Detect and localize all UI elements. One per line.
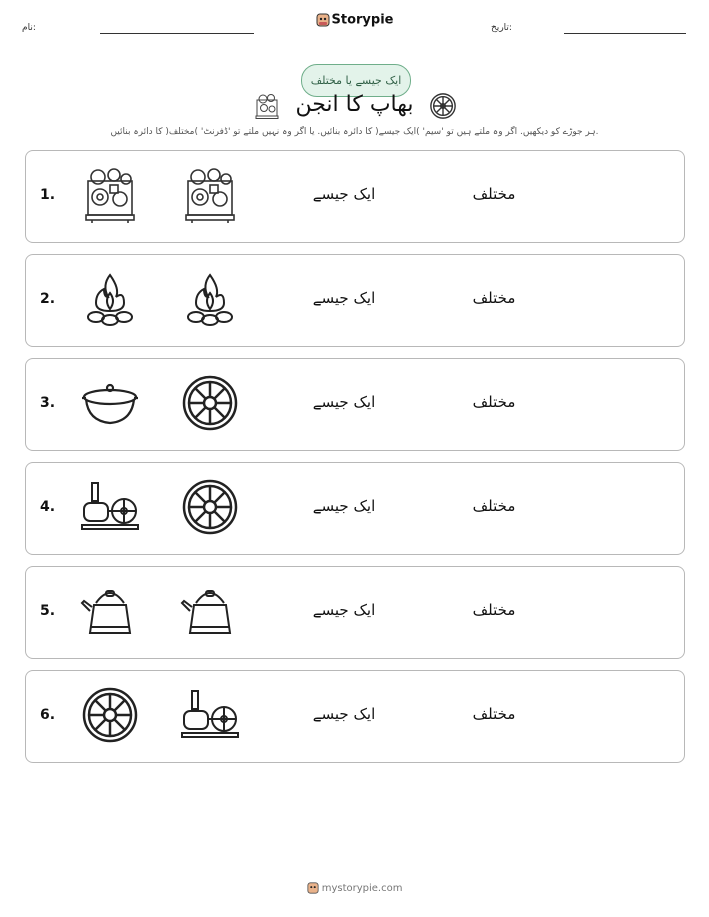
storypie-logo-icon (316, 12, 330, 28)
different-option[interactable]: مختلف (472, 705, 516, 723)
campfire-icon (180, 269, 240, 329)
wheel-icon (80, 685, 140, 745)
brand (0, 12, 709, 28)
row-number: 2. (40, 291, 56, 307)
same-option[interactable]: ایک جیسے (312, 185, 376, 203)
brand-name: Storypie (331, 12, 394, 28)
exercise-row (25, 358, 685, 451)
different-option[interactable]: مختلف (472, 185, 516, 203)
row-number: 6. (40, 707, 56, 723)
date-line[interactable] (564, 33, 686, 34)
steam-engine-icon (180, 165, 240, 225)
steam-engine-icon (80, 165, 140, 225)
locomotive-icon (80, 477, 140, 537)
locomotive-icon (180, 685, 240, 745)
different-option[interactable]: مختلف (472, 601, 516, 619)
row-number: 4. (40, 499, 56, 515)
same-option[interactable]: ایک جیسے (312, 497, 376, 515)
exercise-row (25, 566, 685, 659)
exercise-row (25, 670, 685, 763)
wheel-icon (180, 373, 240, 433)
exercise-row (25, 254, 685, 347)
footer (0, 881, 709, 895)
different-option[interactable]: مختلف (472, 497, 516, 515)
kettle-icon (80, 581, 140, 641)
same-option[interactable]: ایک جیسے (312, 289, 376, 307)
kettle-icon (180, 581, 240, 641)
category-pill: ایک جیسے یا مختلف (301, 64, 411, 97)
campfire-icon (80, 269, 140, 329)
page-title: بھاپ کا انجن (295, 92, 414, 117)
same-option[interactable]: ایک جیسے (312, 601, 376, 619)
same-option[interactable]: ایک جیسے (312, 705, 376, 723)
same-option[interactable]: ایک جیسے (312, 393, 376, 411)
exercise-row (25, 150, 685, 243)
row-number: 3. (40, 395, 56, 411)
date-label: تاریخ: (491, 23, 512, 33)
name-label: نام: (22, 23, 36, 33)
footer-url: mystorypie.com (321, 883, 403, 894)
storypie-small-logo-icon (307, 881, 319, 895)
different-option[interactable]: مختلف (472, 393, 516, 411)
pot-icon (80, 373, 140, 433)
wheel-icon (180, 477, 240, 537)
title-wheel-icon (429, 92, 457, 120)
name-line[interactable] (100, 33, 254, 34)
row-number: 1. (40, 187, 56, 203)
row-number: 5. (40, 603, 56, 619)
exercise-row (25, 462, 685, 555)
different-option[interactable]: مختلف (472, 289, 516, 307)
instructions: ہر جوڑے کو دیکھیں. اگر وہ ملتے ہیں تو 'سیم' )ایک جیسے( کا دائرہ بنائیں. یا اگر وہ نہیں ملتے تو 'ڈفرنٹ' )مختلف( کا دائرہ بنائیں. (110, 127, 599, 137)
